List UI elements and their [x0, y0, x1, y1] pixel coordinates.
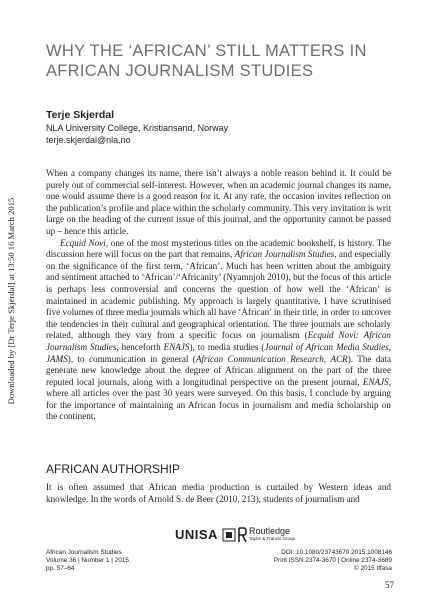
- routledge-wordmark: Routledge: [249, 526, 291, 536]
- download-watermark: [2, 176, 20, 426]
- routledge-subtitle: Taylor & Francis Group: [249, 536, 296, 541]
- paragraph-2: Ecquid Novi, one of the most mysterious titles on the academic bookshelf, is history. The discussion here will focus on the part that remains, African Journalism Studies, and especially on the significance of the first term, ‘African’. Much has been written about the ambiguity and sentiment attached to ‘African’/‘Africanity’ (Nyamnjoh 2010), but the focus of this article is perhaps less controversial and concerns the question of how well the ‘African’ is maintained in academic publishing. My approach is largely quantitative. I have scrutinised five volumes of three media journals which all have ‘African’ in their title, in order to uncover the tendencies in their cultural and geographical orientation. The three journals are scholarly related, although they vary from a specific focus on journalism (Ecquid Novi: African Journalism Studies, henceforth ENAJS), to media studies (Journal of African Media Studies, JAMS), to communication in general (African Communication Research, ACR). The data generate new knowledge about the degree of African alignment on the part of the three reputed local journals, along with a longitudinal perspective on the present journal, ENAJS, where all articles over the past 30 years were surveyed. On this basis, I conclude by arguing for the importance of maintaining an African focus in journalism and media scholarship on the continent.: [46, 237, 392, 422]
- title-line-1: WHY THE ‘AFRICAN’ STILL MATTERS IN: [46, 42, 367, 60]
- paragraph-3: It is often assumed that African media production is curtailed by Western ideas and knowledge. In the words of Arnold S. de Beer (2010, 213), students of journalism and: [46, 482, 391, 504]
- article-title: [46, 41, 406, 81]
- unisa-logo-wordmark: UNISA: [175, 527, 218, 542]
- journal-name: African Journalism Studies: [46, 549, 122, 556]
- title-line-2: AFRICAN JOURNALISM STUDIES: [46, 62, 314, 80]
- issn: Print ISSN 2374-3670 | Online 2374-3689: [273, 557, 392, 564]
- section-heading: AFRICAN AUTHORSHIP: [46, 462, 181, 476]
- article-body: [46, 168, 391, 423]
- author-affiliation: NLA University College, Kristiansand, Norway: [46, 123, 229, 133]
- doi[interactable]: DOI: 10.1080/23743670.2015.1008146: [281, 549, 392, 556]
- page-number: 57: [385, 580, 394, 590]
- download-watermark-text: Downloaded by [Dr Terje Skjerdal] at 13:50 16 March 2015: [6, 197, 16, 405]
- journal-citation: [46, 549, 129, 573]
- unisa-emblem-icon: [222, 528, 236, 542]
- journal-volume: Volume 36 | Number 1 | 2015: [46, 557, 129, 564]
- copyright: © 2015 Iffasa: [354, 565, 392, 572]
- section-body: [46, 482, 391, 505]
- routledge-emblem-icon: [237, 526, 247, 544]
- routledge-logo: [237, 526, 317, 546]
- unisa-logo: [175, 527, 237, 543]
- author-email[interactable]: terje.skjerdal@nla.no: [46, 135, 131, 145]
- paragraph-1: When a company changes its name, there isn’t always a noble reason behind it. It could be purely out of commercial self-interest. However, when an academic journal changes its name, one would assume there is a good reason for it. At any rate, the occasion invites reflection on the publication’s profile and place within the scholarly community. This very invitation is writ large on the heading of the current issue of this journal, and the opportunity cannot be passed up – hence this article.: [46, 168, 391, 236]
- journal-pages: pp. 57–64: [46, 565, 75, 572]
- journal-identifiers: [274, 549, 392, 573]
- author-name: Terje Skjerdal: [46, 109, 115, 121]
